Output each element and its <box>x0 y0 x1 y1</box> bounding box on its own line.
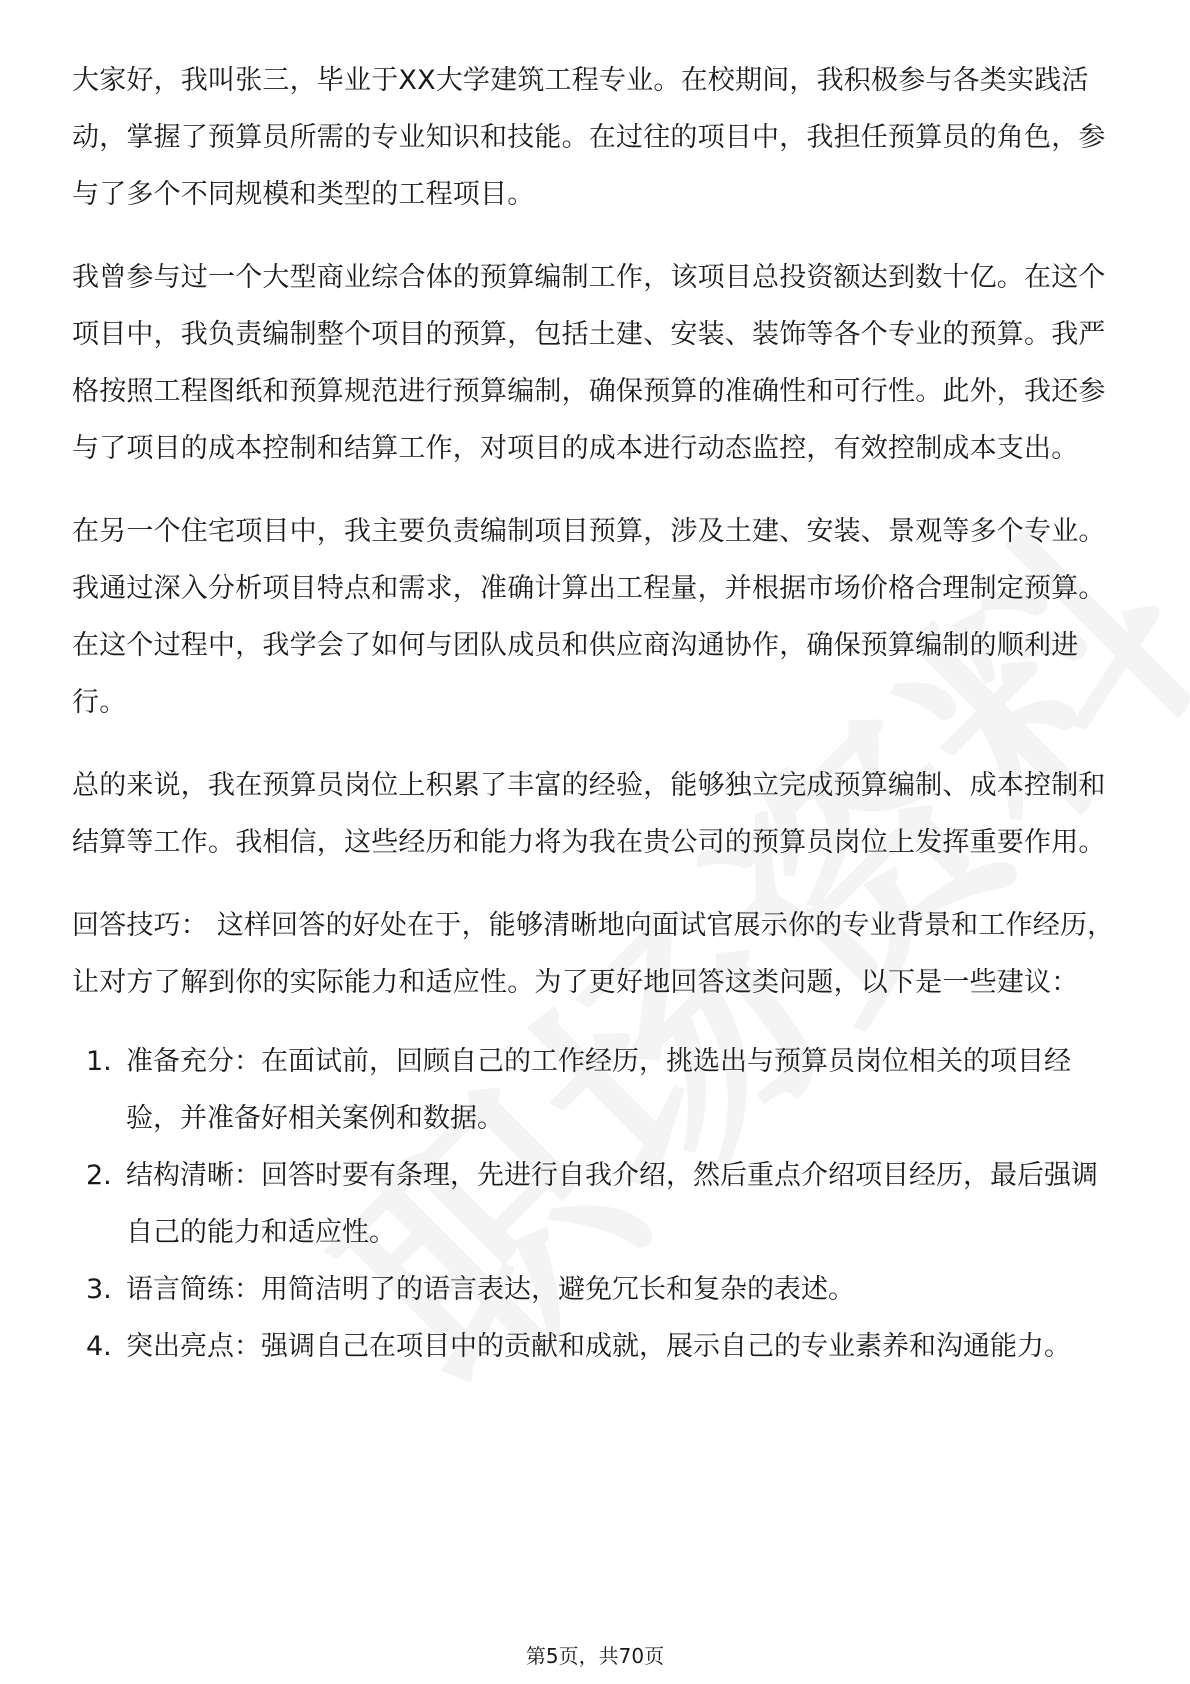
paragraph-commercial-project: 我曾参与过一个大型商业综合体的预算编制工作，该项目总投资额达到数十亿。在这个项目中，我负责编制整个项目的预算，包括土建、安装、装饰等各个专业的预算。我严格按照工程图纸和预算规范进行预算编制，确保预算的准确性和可行性。此外，我还参与了项目的成本控制和结算工作，对项目的成本进行动态监控，有效控制成本支出。 <box>72 262 1106 464</box>
list-item <box>72 1033 1118 1147</box>
document-body <box>72 52 1118 1375</box>
paragraph-answer-tips: 回答技巧： 这样回答的好处在于，能够清晰地向面试官展示你的专业背景和工作经历，让对方了解到你的实际能力和适应性。为了更好地回答这类问题，以下是一些建议： <box>72 910 1115 998</box>
list-item-text: 语言简练：用简洁明了的语言表达，避免冗长和复杂的表述。 <box>126 1274 855 1305</box>
list-item <box>72 1318 1118 1375</box>
tips-list <box>72 1033 1118 1375</box>
paragraph-summary: 总的来说，我在预算员岗位上积累了丰富的经验，能够独立完成预算编制、成本控制和结算等工作。我相信，这些经历和能力将为我在贵公司的预算员岗位上发挥重要作用。 <box>72 770 1106 858</box>
paragraph-intro: 大家好，我叫张三，毕业于XX大学建筑工程专业。在校期间，我积极参与各类实践活动，掌握了预算员所需的专业知识和技能。在过往的项目中，我担任预算员的角色，参与了多个不同规模和类型的工程项目。 <box>72 65 1106 210</box>
list-number: 3. <box>86 1274 112 1305</box>
list-item <box>72 1147 1118 1261</box>
list-number: 4. <box>86 1331 112 1362</box>
list-item <box>72 1261 1118 1318</box>
paragraph-residential-project: 在另一个住宅项目中，我主要负责编制项目预算，涉及土建、安装、景观等多个专业。我通过深入分析项目特点和需求，准确计算出工程量，并根据市场价格合理制定预算。在这个过程中，我学会了如何与团队成员和供应商沟通协作，确保预算编制的顺利进行。 <box>72 516 1106 718</box>
list-item-text: 准备充分：在面试前，回顾自己的工作经历，挑选出与预算员岗位相关的项目经验，并准备好相关案例和数据。 <box>126 1046 1071 1134</box>
list-number: 1. <box>86 1046 112 1077</box>
list-number: 2. <box>86 1160 112 1191</box>
page-number-footer: 第5页，共70页 <box>525 1644 665 1668</box>
list-item-text: 突出亮点：强调自己在项目中的贡献和成就，展示自己的专业素养和沟通能力。 <box>126 1331 1071 1362</box>
list-item-text: 结构清晰：回答时要有条理，先进行自我介绍，然后重点介绍项目经历，最后强调自己的能力和适应性。 <box>126 1160 1098 1248</box>
